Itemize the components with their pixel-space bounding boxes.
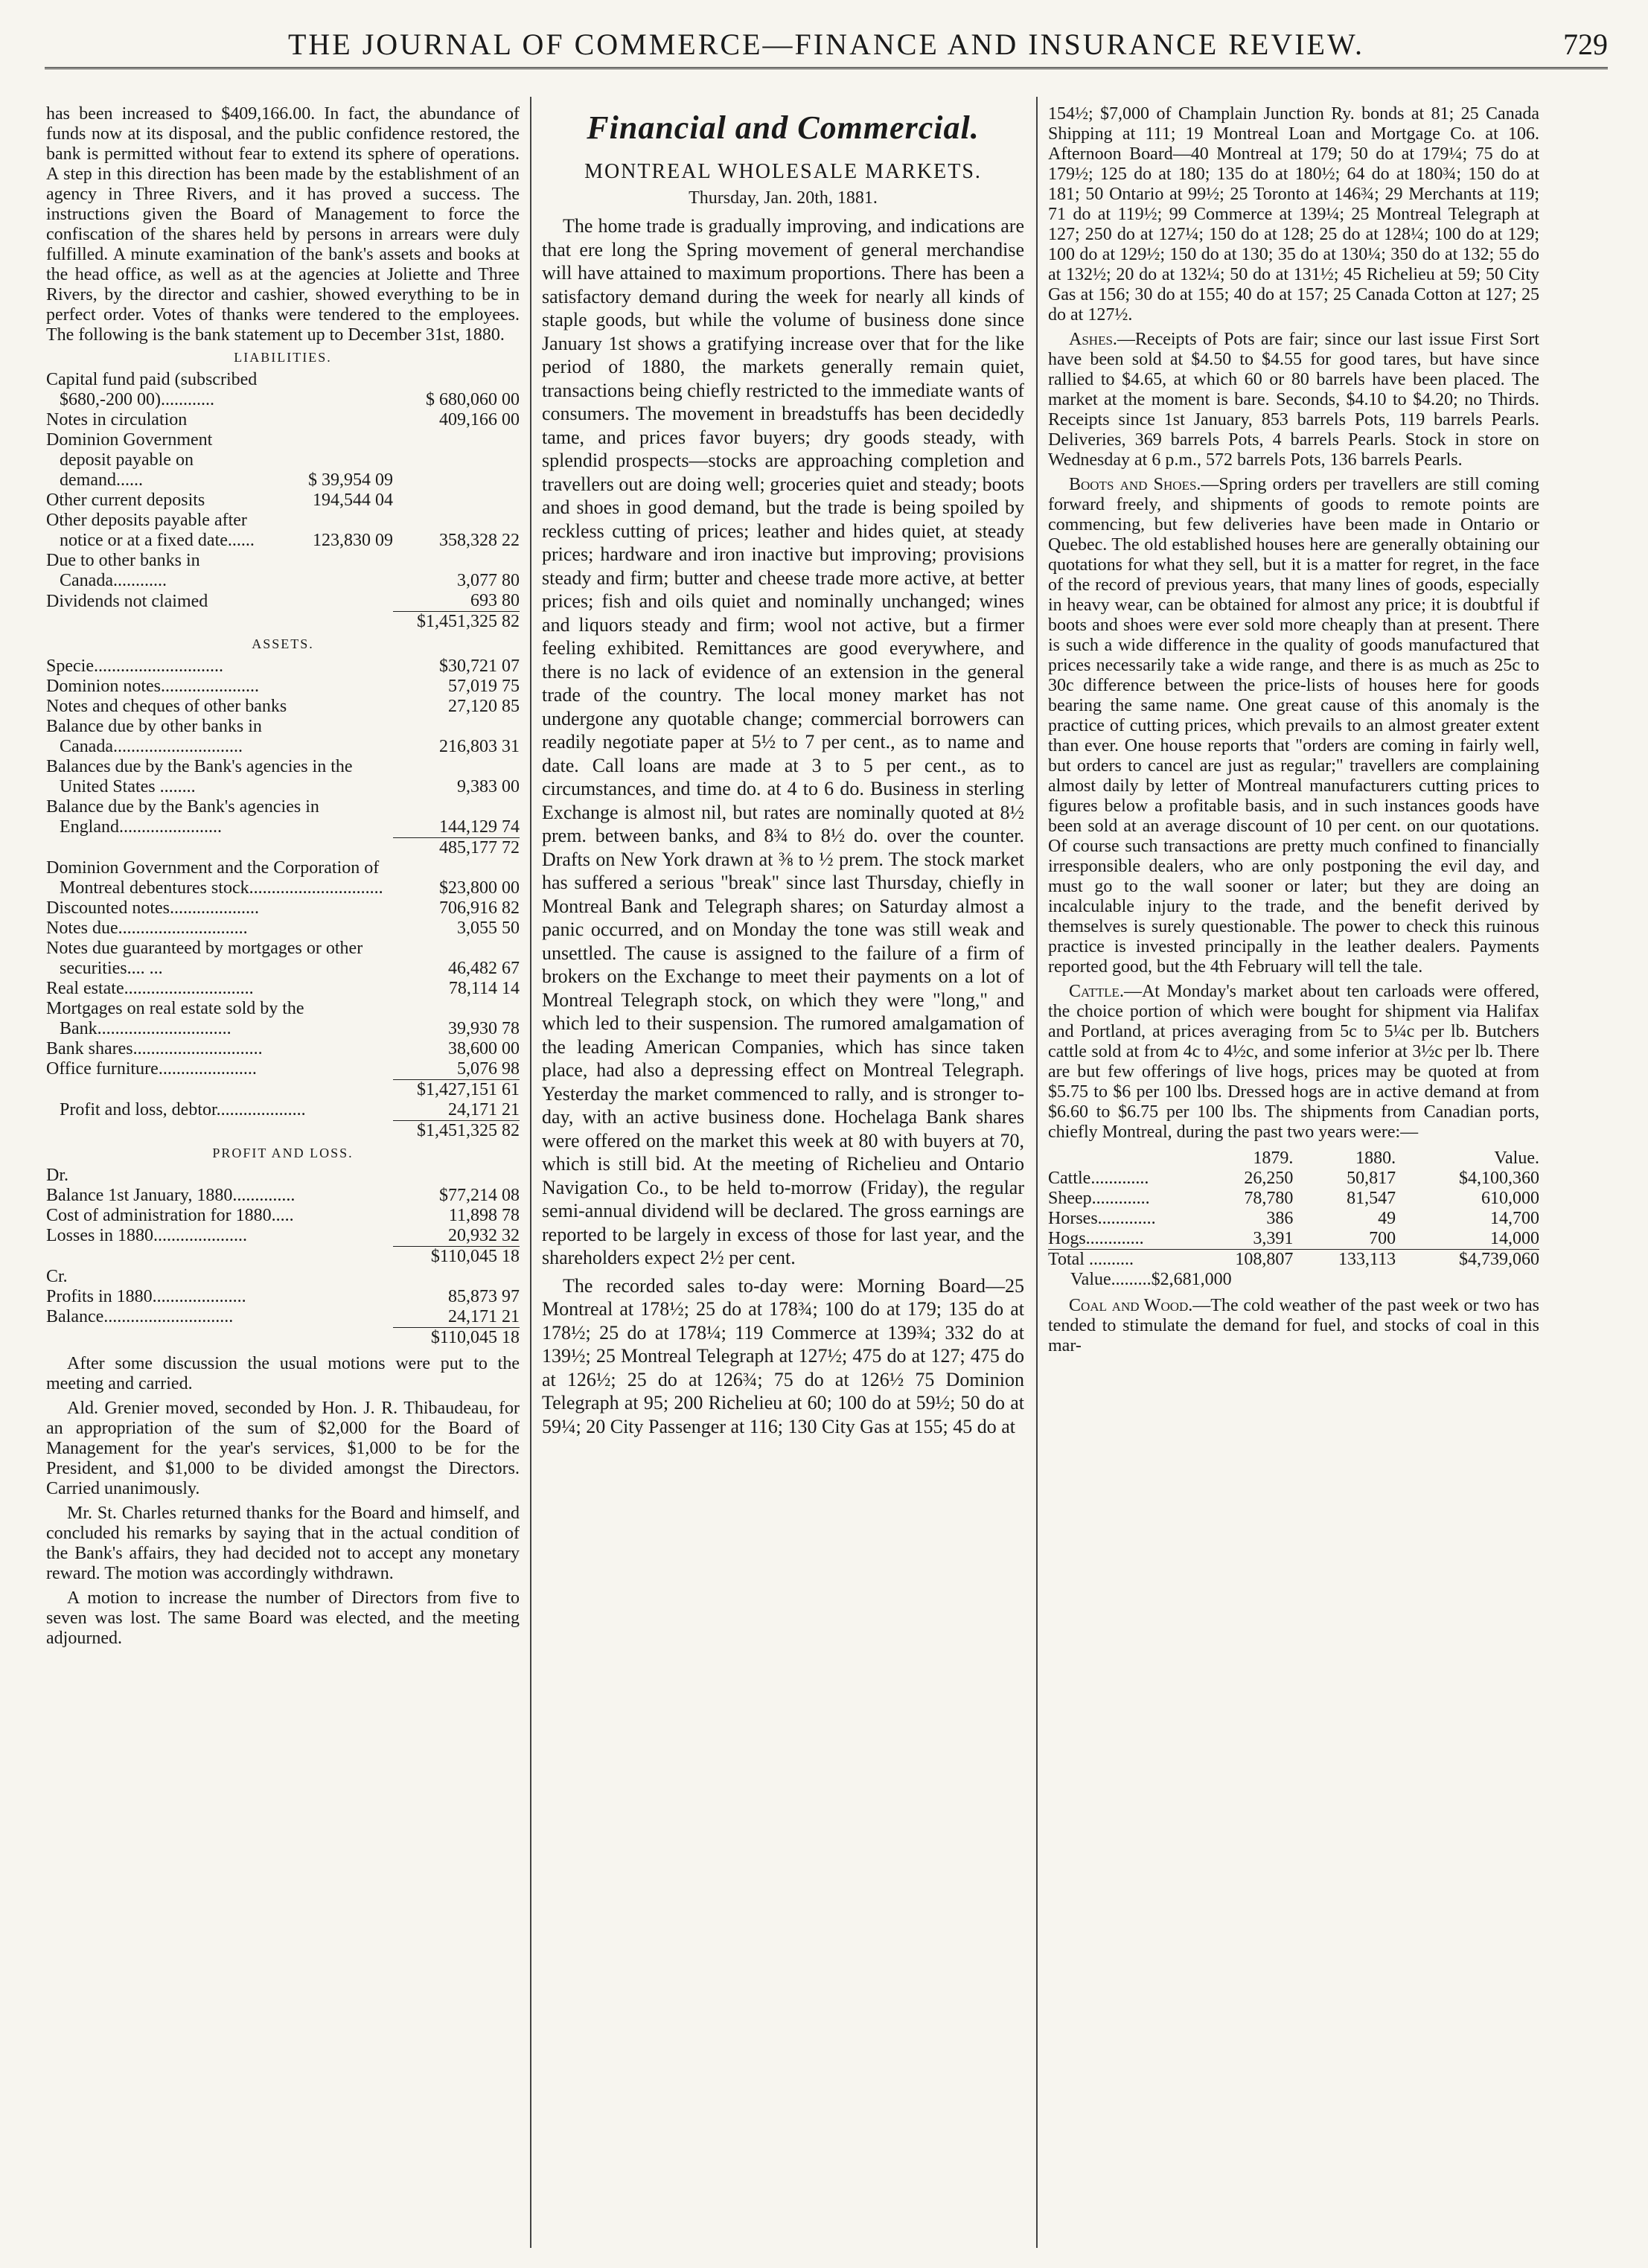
dr-total-row — [46, 1246, 520, 1267]
journal-title: THE JOURNAL OF COMMERCE—FINANCE AND INSURANCE REVIEW. — [287, 28, 1365, 61]
liability-row — [46, 410, 520, 430]
cr-total-row — [46, 1327, 520, 1348]
asset-label: Mortgages on real estate sold by the Bank.............................. — [46, 998, 304, 1038]
shipments-total-cell: 108,807 — [1189, 1250, 1293, 1271]
asset-label: Bank shares............................. — [46, 1038, 263, 1058]
shipments-header-cell: 1880. — [1355, 1149, 1396, 1168]
asset-row — [46, 939, 520, 979]
liability-amount: 358,328 22 — [439, 531, 520, 550]
liability-label: Dividends not claimed — [46, 591, 208, 611]
debit-row — [46, 1206, 520, 1226]
asset-amount: 706,916 82 — [439, 898, 520, 918]
assets2-total: $1,427,151 61 — [393, 1079, 520, 1100]
shipments-cell: 700 — [1369, 1229, 1396, 1248]
recorded-sales-paragraph: The recorded sales to-day were: Morning Board—25 Montreal at 178½; 25 do at 178¾; 100 do at 179; 135 do at 178½; 25 do at 178¼; 119 Commerce at 139¾; 332 do at 139½; 25 Montreal Telegraph at 127½; 475 do at 127; 475 do at 126½; 25 do at 126¾; 75 do at 126½ 75 Dominion Telegraph at 95; 200 Richelieu at 60; 100 do at 59½; 50 do at 59¼; 20 City Passenger at 116; 130 City Gas at 155; 45 do at — [542, 1274, 1024, 1437]
shipments-total-cell: 133,113 — [1293, 1250, 1396, 1271]
liability-inner-amount: 194,544 04 — [313, 491, 393, 510]
liability-label: Capital fund paid (subscribed $680,-200 00)............ — [46, 370, 258, 409]
liability-label: Dominion Government deposit payable on demand...... — [46, 430, 213, 490]
shipments-cell: Hogs............. — [1048, 1229, 1144, 1248]
boots-shoes-paragraph — [1048, 475, 1539, 977]
asset-amount: $30,721 07 — [439, 657, 520, 676]
shipments-row — [1048, 1209, 1539, 1229]
liability-inner-amount — [266, 551, 393, 591]
liability-label: Other deposits payable after notice or at a fixed date...... — [46, 511, 255, 550]
asset-row — [46, 797, 520, 837]
shipments-cell: 386 — [1266, 1209, 1294, 1228]
asset-amount: $23,800 00 — [439, 878, 520, 898]
liability-amount: 3,077 80 — [457, 571, 520, 590]
asset-row — [46, 757, 520, 797]
profit-loss-debtor-row — [46, 1100, 520, 1121]
debit-amount: 20,932 32 — [448, 1225, 520, 1245]
closing-paragraph: After some discussion the usual motions were put to the meeting and carried. — [46, 1353, 520, 1393]
shipments-header-cell: Value. — [1494, 1149, 1539, 1168]
profit-loss-debtor-label: Profit and loss, debtor.................... — [60, 1100, 306, 1119]
credit-row — [46, 1307, 520, 1328]
shipments-cell: 26,250 — [1244, 1169, 1294, 1188]
column-divider — [1036, 97, 1038, 2248]
liability-label: Other current deposits — [46, 491, 205, 510]
dr-total: $110,045 18 — [393, 1246, 520, 1267]
asset-amount: 144,129 74 — [439, 817, 520, 837]
liability-inner-amount: $ 39,954 09 — [308, 470, 393, 490]
debit-label: Balance 1st January, 1880.............. — [46, 1185, 296, 1205]
asset-label: Specie............................. — [46, 657, 223, 676]
shipments-value: Value.........$2,681,000 — [1070, 1270, 1232, 1289]
asset-amount: 78,114 14 — [448, 978, 520, 998]
asset-row — [46, 697, 520, 717]
asset-row — [46, 999, 520, 1039]
liability-row — [46, 430, 520, 491]
profit-loss-heading: PROFIT AND LOSS. — [212, 1145, 354, 1160]
sales-continued-paragraph: 154½; $7,000 of Champlain Junction Ry. bonds at 81; 25 Canada Shipping at 111; 19 Montreal Loan and Mortgage Co. at 106. Afternoon Board—40 Montreal at 179; 50 do at 179¼; 75 do at 179½; 125 do at 180; 135 do at 180½; 64 do at 180¾; 150 do at 181; 50 Ontario at 99½; 25 Toronto at 146¾; 29 Merchants at 119; 71 do at 119½; 99 Commerce at 139¼; 25 Montreal Telegraph at 127; 250 do at 127¼; 150 do at 128; 25 do at 128¼; 100 do at 129; 100 do at 129½; 150 do at 130; 35 do at 130¼; 350 do at 132; 55 do at 132½; 20 do at 132¼; 50 do at 131½; 45 Richelieu at 59; 50 City Gas at 156; 30 do at 155; 40 do at 157; 25 Canada Cotton at 127; 25 do at 127½. — [1048, 104, 1539, 325]
shipments-cell: Horses............. — [1048, 1209, 1156, 1228]
cr-total: $110,045 18 — [393, 1327, 520, 1348]
debit-label: Losses in 1880..................... — [46, 1226, 247, 1245]
shipments-cell: 610,000 — [1481, 1189, 1539, 1208]
credit-row — [46, 1287, 520, 1307]
asset-amount: 46,482 67 — [448, 958, 520, 978]
credit-amount: 85,873 97 — [448, 1286, 520, 1306]
asset-row — [46, 677, 520, 697]
shipments-row — [1048, 1169, 1539, 1189]
assets-subtotal: 485,177 72 — [393, 837, 520, 858]
market-overview-paragraph: The home trade is gradually improving, and indications are that ere long the Spring movement of general merchandise will have attained to maximum proportions. There has been a satisfactory demand during the week for nearly all kinds of staple goods, but while the volume of business done since January 1st shows a gratifying increase over that for the like period of 1880, the markets generally remain quiet, transactions being chiefly restricted to the immediate wants of consumers. The movement in breadstuffs has been decidedly tame, and prices favor buyers; dry goods steady, with splendid prospects—stocks are approaching completion and travellers out are doing well; groceries quiet and steady; boots and shoes in good demand, but the trade is being spoiled by reckless cutting of prices; leather and hides quiet, at steady prices; hardware and iron inactive but improving; provisions steady and firm; butter and cheese trade more active, at better prices; fish and oils quiet and nominally unchanged; wines and liquors steady and firm; wool not active, but a firmer feeling exhibited. Remittances are good everywhere, and there is no lack of evidence of an extension in the general trade of the country. The local money market has not undergone any quotable change; commercial borrowers can readily negotiate paper at 5½ to 7 per cent., as to name and date. Call loans are made at 3 to 5 per cent., as to circumstances, and time do. at 4 to 6 do. Business in sterling Exchange is almost nil, but rates are nominally quoted at 8½ prem. between banks, and 8¾ to 8½ do. over the counter. Drafts on New York drawn at ⅜ to ½ prem. The stock market has suffered a serious "break" since last Thursday, chiefly in Montreal Bank and Telegraph shares; on Saturday almost a panic occurred, and on Monday the tone was still weak and unsettled. The cause is assigned to the failure of a firm of brokers on the Exchange to meet their payments on a lot of Montreal Telegraph stock, on which they were "long," and which led to their suspension. The rumored amalgamation of the leading American Companies, which has since taken place, had also a depressing effect on Montreal Telegraph. Yesterday the market commenced to rally, and is stronger to-day, with an active business done. Hochelaga Bank shares were offered on the market this week at 80 with buyers at 70, which is still bid. At the meeting of Richelieu and Ontario Navigation Co., to be held to-morrow (Friday), the regular semi-annual dividend will be declared. The gross earnings are reported to be largely in excess of those for last year, and the shareholders expect 2½ per cent. — [542, 215, 1024, 1268]
liabilities-table — [46, 370, 520, 632]
liability-label: Due to other banks in Canada............ — [46, 551, 200, 590]
liability-amount — [393, 430, 520, 491]
shipments-cell: 14,000 — [1490, 1229, 1539, 1248]
meeting-closing — [46, 1354, 520, 1649]
shipments-cell: 50,817 — [1347, 1169, 1396, 1188]
dr-label: Dr. — [46, 1165, 68, 1185]
liabilities-total: $1,451,325 82 — [393, 612, 520, 633]
article-title: MONTREAL WHOLESALE MARKETS. — [584, 160, 982, 183]
cattle-paragraph — [1048, 982, 1539, 1143]
asset-amount: 27,120 85 — [448, 697, 520, 716]
boots-shoes-heading: Boots and Shoes. — [1069, 475, 1201, 494]
liabilities-heading: LIABILITIES. — [234, 350, 332, 365]
shipments-total-row — [1048, 1250, 1539, 1271]
asset-row — [46, 858, 520, 898]
shipments-cell: 81,547 — [1347, 1189, 1396, 1208]
shipments-cell: 14,700 — [1490, 1209, 1539, 1228]
shipments-cell: 78,780 — [1244, 1189, 1294, 1208]
asset-amount: 57,019 75 — [448, 677, 520, 696]
liability-row — [46, 370, 520, 410]
credit-amount: 24,171 21 — [448, 1306, 520, 1326]
cattle-text: —At Monday's market about ten carloads were offered, the choice portion of which were bought for shipment via Halifax and Portland, at prices averaging from 5c to 5¼c per lb. Butchers cattle sold at from 4c to 4½c, and some inferior at 3½c per lb. There are but few offerings of live hogs, prices may be quoted at from $5.75 to $6 per 100 lbs. Dressed hogs are in active demand at from $6.60 to $6.75 per 100 lbs. The shipments from Canadian ports, chiefly Montreal, during the past two years were:— — [1048, 982, 1539, 1142]
asset-amount: 9,383 00 — [457, 777, 520, 796]
closing-paragraph: Mr. St. Charles returned thanks for the Board and himself, and concluded his remarks by saying that in the actual condition of the Bank's affairs, they had decided not to accept any monetary reward. The motion was accordingly withdrawn. — [46, 1503, 520, 1583]
asset-label: Dominion notes...................... — [46, 677, 259, 696]
column-2 — [542, 104, 1024, 2248]
liability-inner-amount — [266, 370, 393, 410]
asset-amount: 216,803 31 — [439, 737, 520, 756]
liabilities-total-row — [46, 612, 520, 633]
asset-row — [46, 1039, 520, 1059]
debit-amount: $77,214 08 — [439, 1185, 520, 1205]
bank-report-intro: has been increased to $409,166.00. In fact, the abundance of funds now at its disposal, and the public confidence restored, the bank is permitted without fear to extend its sphere of operations. A step in this direction has been made by the establishment of an agency in Three Rivers, and it has proved a success. The instructions given the Board of Management to force the confiscation of the shares held by persons in arrears were duly fulfilled. A minute examination of the bank's assets and books at the head office, as well as at the agencies at Joliette and Three Rivers, by the director and cashier, showed everything to be in perfect order. Votes of thanks were tendered to the employees. The following is the bank statement up to December 31st, 1880. — [46, 104, 520, 345]
asset-amount: 38,600 00 — [448, 1038, 520, 1058]
asset-label: Balance due by the Bank's agencies in England....................... — [46, 797, 319, 837]
shipments-cell: 3,391 — [1253, 1229, 1294, 1248]
assets-grand-total: $1,451,325 82 — [393, 1120, 520, 1141]
closing-paragraph: Ald. Grenier moved, seconded by Hon. J. R. Thibaudeau, for an appropriation of the sum of $2,000 for the Board of Management for the year's services, $1,000 to be for the President, and $1,000 to be divided amongst the Directors. Carried unanimously. — [46, 1398, 520, 1498]
asset-label: Balance due by other banks in Canada............................. — [46, 717, 262, 756]
shipments-cell: Sheep............. — [1048, 1189, 1150, 1208]
liability-inner-amount — [266, 410, 393, 430]
profit-loss-debtor-value: 24,171 21 — [448, 1099, 520, 1119]
shipments-header-cell — [1048, 1149, 1189, 1169]
liability-row — [46, 591, 520, 612]
credit-label: Balance............................. — [46, 1307, 234, 1326]
coal-wood-heading: Coal and Wood. — [1069, 1296, 1193, 1315]
shipments-cell: Cattle............. — [1048, 1169, 1149, 1188]
shipments-total-cell: Total .......... — [1048, 1250, 1189, 1271]
shipments-header-row — [1048, 1149, 1539, 1169]
shipments-value-row — [1048, 1270, 1539, 1290]
assets-subtotal-row — [46, 837, 520, 858]
shipments-total-cell: $4,739,060 — [1396, 1250, 1539, 1271]
asset-row — [46, 979, 520, 999]
asset-row — [46, 717, 520, 757]
liability-inner-amount — [266, 591, 393, 612]
liability-amount: $ 680,060 00 — [426, 390, 520, 409]
asset-label: Real estate............................. — [46, 978, 254, 998]
assets-table — [46, 657, 520, 1141]
shipments-header-cell: 1879. — [1253, 1149, 1294, 1168]
coal-wood-text: —The cold weather of the past week or two has tended to stimulate the demand for fuel, and stocks of coal in this mar- — [1048, 1296, 1539, 1355]
asset-label: Dominion Government and the Corporation of Montreal debentures stock.............................. — [46, 857, 383, 898]
asset-label: Notes due guaranteed by mortgages or other securities.... ... — [46, 938, 363, 978]
ashes-paragraph — [1048, 330, 1539, 470]
asset-label: Office furniture...................... — [46, 1059, 257, 1079]
asset-amount: 3,055 50 — [457, 918, 520, 938]
asset-label: Balances due by the Bank's agencies in the United States ........ — [46, 757, 353, 796]
ashes-text: —Receipts of Pots are fair; since our last issue First Sort have been sold at $4.50 to $4.55 for good tares, but have since rallied to $4.65, at which 60 or 80 barrels have been placed. The market at the moment is bare. Seconds, $4.10 to $4.20; no Thirds. Receipts since 1st January, 853 barrels Pots, 119 barrels Pearls. Deliveries, 369 barrels Pots, 4 barrels Pearls. Stock in store on Wednesday at 6 p.m., 572 barrels Pots, 136 barrels Pearls. — [1048, 330, 1539, 470]
asset-label: Notes due............................. — [46, 918, 248, 938]
liability-label: Notes in circulation — [46, 410, 188, 429]
assets2-total-row — [46, 1079, 520, 1100]
debit-amount: 11,898 78 — [448, 1205, 520, 1225]
debit-label: Cost of administration for 1880..... — [46, 1205, 294, 1225]
assets-heading: ASSETS. — [252, 636, 314, 651]
liability-amount — [393, 491, 520, 511]
shipments-row — [1048, 1229, 1539, 1250]
liability-amount: 693 80 — [470, 591, 520, 610]
column-1 — [46, 104, 520, 2248]
shipments-row — [1048, 1189, 1539, 1209]
cr-row — [46, 1267, 520, 1287]
profit-loss-table — [46, 1166, 520, 1348]
assets-grand-total-row — [46, 1120, 520, 1141]
boots-shoes-text: —Spring orders per travellers are still coming forward freely, and shipments of goods to remote points are commencing, but few deliveries have been made in Ontario or Quebec. The old established houses here are generally obtaining our quotations for what they sell, but it is a matter for regret, in the face of the record of previous years, that many lines of goods, especially in heavy wear, can be obtained for almost any price; it is doubtful if boots and shoes were ever sold more cheaply than at present. There is such a wide difference in the quality of goods manufactured that prices necessarily take a wide range, and there is as much as 25c to 30c difference between the price-lists of houses here for goods bearing the same name. One great cause of this anomaly is the practice of cutting prices, which prevails to an almost greater extent than ever. One house reports that "orders are coming in fairly well, but orders to cancel are just as regular;" travellers are complaining almost daily by letter of Montreal manufacturers cutting prices to figures below a profitable basis, and in such instances goods have been sold at an average discount of 10 per cent. on our quotations. Of course such transactions are pretty much confined to financially irresponsible dealers, who are only postponing the evil day, and must go to the wall sooner or later; but they are doing an incalculable injury to the trade, and the benefit derived by themselves is surely questionable. The power to check this ruinous practice is invested principally in the leather dealers. Payments reported good, but the 4th February will tell the tale. — [1048, 475, 1539, 977]
article-date: Thursday, Jan. 20th, 1881. — [689, 188, 878, 208]
asset-row — [46, 919, 520, 939]
column-3 — [1048, 104, 1539, 2248]
cr-label: Cr. — [46, 1266, 68, 1286]
liability-row — [46, 511, 520, 551]
page-header — [45, 21, 1608, 69]
section-masthead: Financial and Commercial. — [587, 109, 980, 146]
liability-inner-amount: 123,830 09 — [313, 531, 393, 550]
shipments-cell: $4,100,360 — [1459, 1169, 1539, 1188]
shipments-table — [1048, 1149, 1539, 1290]
dr-row — [46, 1166, 520, 1186]
coal-wood-paragraph — [1048, 1296, 1539, 1356]
asset-row — [46, 657, 520, 677]
liability-amount: 409,166 00 — [439, 410, 520, 429]
page-number: 729 — [1563, 28, 1608, 61]
liability-row — [46, 551, 520, 591]
asset-label: Discounted notes.................... — [46, 898, 259, 918]
shipments-cell: 49 — [1378, 1209, 1396, 1228]
asset-row — [46, 1059, 520, 1080]
debit-row — [46, 1226, 520, 1247]
asset-amount: 39,930 78 — [448, 1018, 520, 1038]
liability-row — [46, 491, 520, 511]
asset-row — [46, 898, 520, 919]
column-divider — [530, 97, 531, 2248]
debit-row — [46, 1186, 520, 1206]
cattle-heading: Cattle. — [1069, 982, 1124, 1001]
credit-label: Profits in 1880..................... — [46, 1286, 246, 1306]
asset-amount: 5,076 98 — [457, 1058, 520, 1079]
ashes-heading: Ashes. — [1069, 330, 1117, 349]
asset-label: Notes and cheques of other banks — [46, 697, 287, 716]
closing-paragraph: A motion to increase the number of Directors from five to seven was lost. The same Board was elected, and the meeting adjourned. — [46, 1588, 520, 1648]
